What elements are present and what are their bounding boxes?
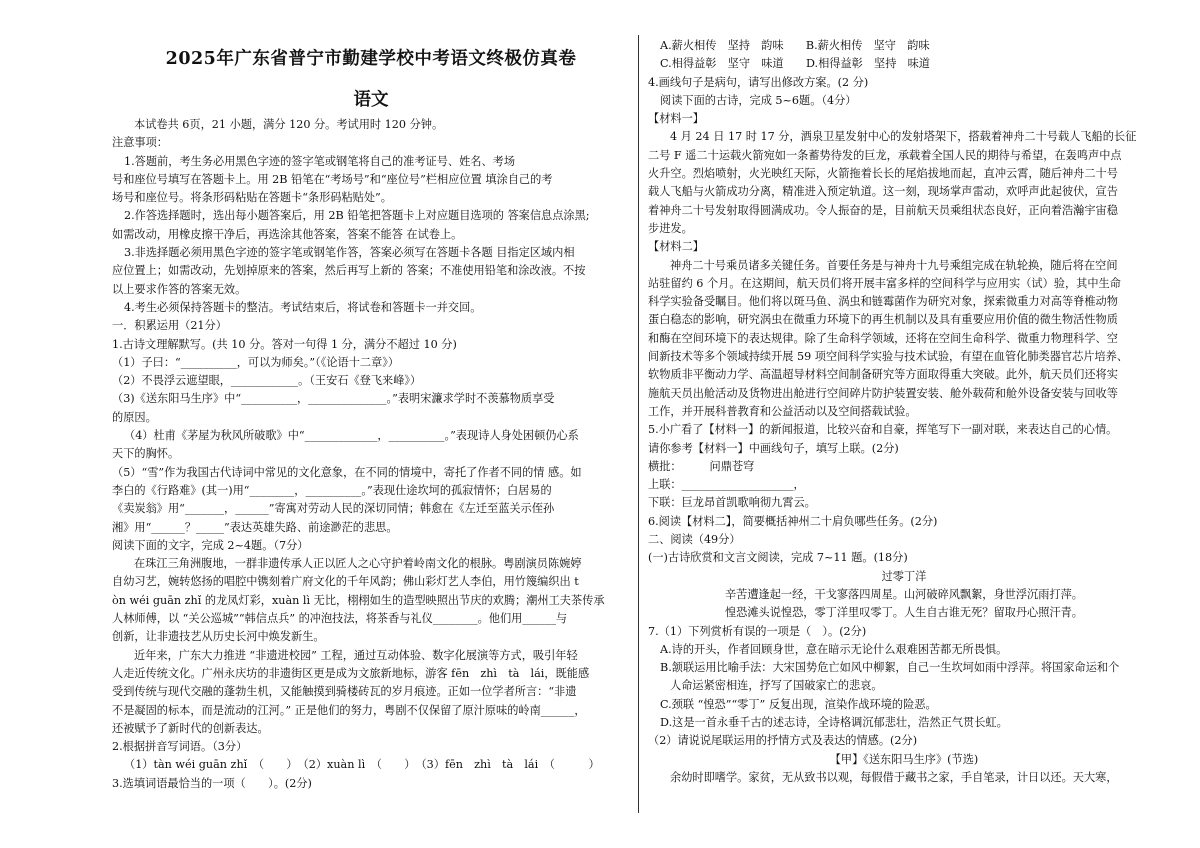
- text-line: 2.根据拼音写词语。（3分）: [112, 740, 248, 754]
- text-line: 号和座位号填写在答题卡上。用 2B 铅笔在“考场号”和“座位号”栏相应位置 填涂自己的考: [112, 172, 553, 186]
- text-line: 人林师傅，以 “关公巡城”“韩信点兵” 的冲泡技法，将茶香与礼仪________。他们用______与: [112, 612, 568, 626]
- text-line: 2.作答选择题时，选出每小题答案后，用 2B 铅笔把答题卡上对应题目选项的 答案信息点涂黑;: [124, 209, 590, 223]
- text-line: 辛苦遭逢起一经，干戈寥落四周星。山河破碎风飘絮，身世浮沉雨打萍。: [724, 587, 1083, 601]
- text-line: 的原因。: [112, 410, 157, 424]
- text-line: 应位置上；如需改动，先划掉原来的答案，然后再写上新的 答案；不准使用铅笔和涂改液。不按: [112, 264, 586, 278]
- text-line: 4.画线句子是病句，请写出修改方案。(2 分): [648, 75, 869, 89]
- text-line: 工作，并开展科普教育和公益活动以及空间搭载试验。: [648, 404, 917, 418]
- text-line: （5）“雪”作为我国古代诗词中常见的文化意象，在不同的情境中，寄托了作者不同的情 感。如: [112, 465, 582, 479]
- text-line: （2）不畏浮云遮望眼，____________。（王安石《登飞来峰》）: [112, 374, 422, 388]
- text-line: 余幼时即嗜学。家贫，无从致书以观，每假借于藏书之家，手自笔录，计日以还。天大寒，: [670, 770, 1118, 784]
- text-line: 和酶在空间环境下的表达规律。除了生命科学领域，还将在空间生命科学、微重力物理科学、空: [648, 331, 1118, 345]
- text-line: 站驻留约 6 个月。在这期间，航天员们将开展丰富多样的空间科学与应用实（试）验，其中生命: [648, 276, 1121, 290]
- column-divider: [638, 35, 639, 813]
- text-line: 自幼习艺，婉转悠扬的唱腔中镌刻着广府文化的千年风韵；佛山彩灯艺人李伯，用竹篾编织出 t: [112, 575, 579, 589]
- text-line: 4.考生必须保持答题卡的整洁。考试结束后，将试卷和答题卡一并交回。: [124, 300, 482, 314]
- text-line: (一)古诗欣赏和文言文阅读，完成 7~11 题。(18分): [648, 551, 908, 565]
- text-line: 过零丁洋: [881, 569, 927, 583]
- text-line: 本试卷共 6页，21 小题，满分 120 分。考试用时 120 分钟。: [134, 118, 444, 131]
- text-line: 软物质非平衡动力学、高温超导材料空间制备研究等方面取得重大突破。此外，航天员们还将实: [648, 368, 1118, 382]
- text-line: 受到传统与现代交融的蓬勃生机，又能触摸到骑楼砖瓦的岁月痕迹。正如一位学者所言：“非遗: [112, 685, 577, 699]
- text-line: 着神舟二十号发射取得圆满成功。令人振奋的是，目前航天员乘组状态良好，正向着浩瀚宇宙稳: [648, 203, 1118, 217]
- text-line: 场号和座位号。将条形码粘贴在答题卡“条形码粘贴处”。: [112, 191, 392, 205]
- page-title: 2025年广东省普宁市勤建学校中考语文终极仿真卷: [165, 49, 577, 69]
- text-line: （1）子曰：“__________，可以为师矣。”（《论语十二章》）: [112, 355, 400, 369]
- text-line: 不是凝固的标本，而是流动的江河。” 正是他们的努力，粤剧不仅保留了原汁原味的岭南______，: [112, 703, 586, 717]
- text-line: 【材料一】: [648, 112, 704, 126]
- text-line: 施航天员出舱活动及货物进出舱进行空间碎片防护装置安装、舱外载荷和舱外设备安装与回收等: [648, 386, 1118, 400]
- text-line: 1.答题前，考生务必用黑色字迹的签字笔或钢笔将自己的准考证号、姓名、考场: [124, 154, 516, 168]
- text-line: 【甲】《送东阳马生序》(节选): [829, 752, 979, 766]
- text-line: D.这是一首永垂千古的述志诗，全诗格调沉郁悲壮，浩然正气贯长虹。: [660, 715, 1008, 729]
- text-line: 5.小广看了【材料一】的新闻报道，比较兴奋和自豪，挥笔写下一副对联，来表达自己的心情。: [648, 423, 1118, 437]
- text-line: 请你参考【材料一】中画线句子，填写上联。(2分): [648, 441, 899, 455]
- text-line: 阅读下面的文字，完成 2~4题。（7分）: [112, 538, 309, 552]
- text-line: 上联：____________________，: [648, 478, 805, 492]
- text-line: 近年来，广东大力推进 “非遗进校园” 工程，通过互动体验、数字化展演等方式，吸引年轻: [134, 648, 578, 662]
- text-line: 下联：巨龙昂首凯歌响彻九霄云。: [648, 496, 816, 510]
- text-line: C.相得益彰 坚守 味道 D.相得益彰 坚持 味道: [660, 57, 930, 71]
- text-line: （4）杜甫《茅屋为秋风所破歌》中“_____________，__________。”表现诗人身处困顿仍心系: [124, 429, 579, 443]
- text-line: 神舟二十号乘员诸多关键任务。首要任务是与神舟十九号乘组完成在轨轮换，随后将在空间: [670, 258, 1118, 272]
- text-line: 蛋白稳态的影响，研究涡虫在微重力环境下的再生机制以及具有重要应用价值的微生物活性物质: [648, 313, 1118, 327]
- text-line: 人走近传统文化。广州永庆坊的非遗街区更是成为文旅新地标，游客 fēn zhì tà lái，既能感: [112, 666, 590, 680]
- text-line: òn wéi guān zhǐ 的龙凤灯彩，xuàn lì 无比，栩栩如生的造型映照出节庆的欢腾；潮州工夫茶传承: [112, 593, 605, 607]
- page-subtitle: 语文: [353, 90, 389, 110]
- text-line: 3.选填词语最恰当的一项（ ）。(2分): [112, 776, 312, 790]
- text-line: 李白的《行路难》(其一)用“________，__________。”表现仕途坎坷的孤寂情怀；白居易的: [112, 483, 552, 497]
- text-line: （1）tàn wéi guān zhǐ （ ） （2）xuàn lì （ ） （3）fēn zhì tà lái （ ）: [124, 758, 600, 772]
- text-line: 湘》用“______？_____”表达英雄失路、前途渺茫的悲思。: [112, 520, 398, 534]
- text-line: C.颈联 “惶恐”“零丁” 反复出现，渲染作战环境的险恶。: [660, 697, 937, 711]
- text-line: 一．积累运用（21分）: [112, 319, 227, 333]
- left-column-text: [112, 116, 630, 793]
- text-line: 科学实验备受瞩目。他们将以斑马鱼、涡虫和链霉菌作为研究对象，探索微重力对高等脊椎动物: [648, 295, 1118, 309]
- text-line: （3)《送东阳马生序》中“__________，______________。”表明宋濂求学时不羡慕物质享受: [112, 392, 555, 406]
- text-line: 载人飞船与火箭成功分离，精准进入预定轨道。这一刻，现场掌声雷动，欢呼声此起彼伏，宣告: [648, 185, 1118, 199]
- text-line: 步进发。: [648, 221, 693, 235]
- text-line: 【材料二】: [648, 240, 704, 254]
- text-line: （2）请说说尾联运用的抒情方式及表达的情感。(2分): [648, 734, 918, 748]
- text-line: A.诗的开头，作者回顾身世，意在暗示无论什么艰难困苦都无所畏惧。: [660, 642, 1008, 656]
- text-line: 如需改动，用橡皮擦干净后，再选涂其他答案，答案不能答 在试卷上。: [112, 227, 463, 241]
- right-column-text: [648, 37, 1160, 787]
- text-line: 6.阅读【材料二】，简要概括神州二十肩负哪些任务。(2分): [648, 514, 938, 528]
- text-line: 人命运紧密相连，抒写了国破家亡的悲哀。: [670, 679, 883, 693]
- text-line: 横批： 问鼎苍穹: [648, 459, 755, 473]
- text-line: 1.古诗文理解默写。(共 10 分。答对一句得 1 分，满分不超过 10 分): [112, 337, 457, 351]
- text-line: 天下的胸怀。: [112, 447, 180, 461]
- text-line: 二号 F 遥二十运载火箭宛如一条蓄势待发的巨龙，承载着全国人民的期待与希望，在轰鸣声中点: [648, 148, 1122, 162]
- text-line: 以上要求作答的答案无效。: [112, 282, 247, 296]
- text-line: 4 月 24 日 17 时 17 分，酒泉卫星发射中心的发射塔架下，搭载着神舟二十号载人飞船的长征: [670, 130, 1137, 144]
- text-line: 还被赋予了新时代的创新表达。: [112, 721, 269, 735]
- text-line: 阅读下面的古诗，完成 5~6题。（4分）: [660, 93, 857, 107]
- text-line: 3.非选择题必须用黑色字迹的签字笔或钢笔作答，答案必须写在答题卡各题 目指定区域内相: [124, 246, 575, 260]
- text-line: 在珠江三角洲腹地，一群非遗传承人正以匠人之心守护着岭南文化的根脉。粤剧演员陈婉婷: [134, 557, 582, 571]
- text-line: 二、阅读（49分）: [648, 533, 741, 547]
- text-line: 火升空。烈焰喷射，火光映红天际，火箭拖着长长的尾焰拔地而起，直冲云霄，随后神舟二十号: [648, 167, 1118, 181]
- text-line: 《卖炭翁》用“_______，______”寄寓对劳动人民的深切同情；韩愈在《左迁至蓝关示侄孙: [112, 502, 555, 516]
- text-line: 注意事项：: [112, 136, 168, 150]
- text-line: A.薪火相传 坚持 韵味 B.薪火相传 坚守 韵味: [660, 39, 930, 52]
- text-line: 7.（1）下列赏析有误的一项是（ ）。(2分): [648, 624, 867, 638]
- text-line: 间新技术等多个领域持续开展 59 项空间科学实验与技术试验，有望在血管化肺类器官芯片培养、: [648, 350, 1129, 364]
- text-line: 惶恐滩头说惶恐，零丁洋里叹零丁。人生自古谁无死？留取丹心照汗青。: [724, 606, 1083, 620]
- text-line: B.颔联运用比喻手法：大宋国势危亡如风中柳絮，自己一生坎坷如雨中浮萍。将国家命运和个: [660, 661, 1120, 675]
- text-line: 创新，让非遗技艺从历史长河中焕发新生。: [112, 630, 325, 644]
